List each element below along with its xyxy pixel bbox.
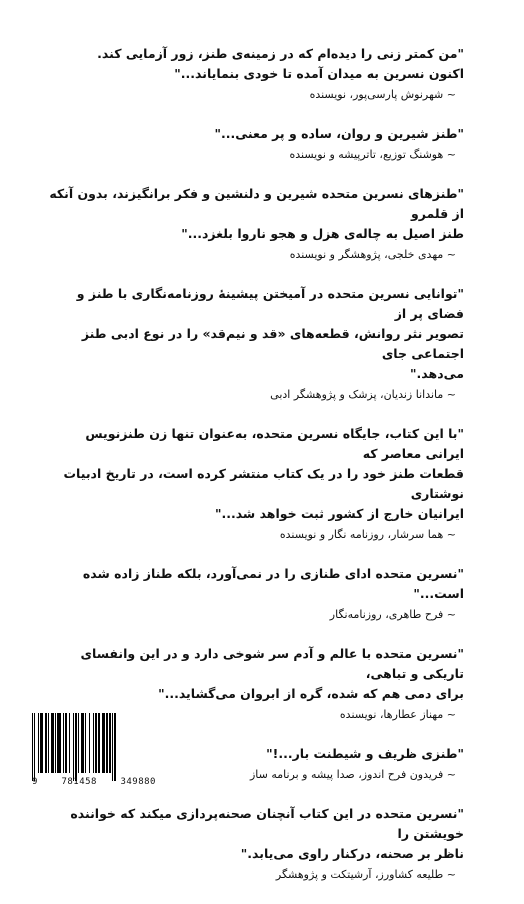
quote-block	[44, 184, 464, 263]
quote-block	[44, 564, 464, 623]
quote-text: "نسرین متحده در این کتاب آنچنان صحنه‌پردازی میکند که خواننده خویشتن را ناظر بر صحنه، درکنار راوی می‌یابد."	[70, 806, 464, 861]
quote-author: ~ فرح طاهری، روزنامه‌نگار	[329, 608, 456, 621]
quote-block	[44, 284, 464, 403]
quote-block	[44, 644, 464, 723]
barcode-digits	[32, 777, 156, 787]
quote-author: ~ مهدی خلجی، پژوهشگر و نویسنده	[289, 248, 456, 261]
quote-block	[44, 44, 464, 103]
quote-author: ~ شهرنوش پارسی‌پور، نویسنده	[309, 88, 456, 101]
barcode-bars	[32, 713, 156, 781]
quote-block	[44, 804, 464, 883]
barcode-digit-group: 349880	[120, 777, 156, 787]
quote-author: ~ ماندانا زندیان، پزشک و پژوهشگر ادبی	[270, 388, 456, 401]
barcode-digit-group: 9	[32, 777, 38, 787]
quote-text: "نسرین متحده ادای طنازی را در نمی‌آورد، بلکه طناز زاده شده است..."	[82, 566, 464, 601]
quote-author: ~ هوشنگ توزیع، تاترپیشه و نویسنده	[289, 148, 456, 161]
isbn-barcode	[32, 713, 156, 797]
quote-block	[44, 124, 464, 163]
quote-author: ~ مهناز عطارها، نویسنده	[339, 708, 456, 721]
quote-author: ~ فریدون فرح اندوز، صدا پیشه و برنامه ساز	[249, 768, 456, 781]
quote-author: ~ طلیعه کشاورز، آرشیتکت و پژوهشگر	[275, 868, 456, 881]
quote-block	[44, 424, 464, 543]
quote-text: "طنزهای نسرین متحده شیرین و دلنشین و فکر برانگیزند، بدون آنکه از قلمرو طنز اصیل به چاله‌ی هزل و هجو ناروا بلغزد..."	[49, 186, 464, 241]
quote-text: "طنزی ظریف و شیطنت بار...!"	[266, 746, 464, 761]
quote-text: "نسرین متحده با عالم و آدم سر شوخی دارد و در این وانفسای تاریکی و تباهی، برای دمی هم که شده، گره از ابروان می‌گشاید..."	[80, 646, 464, 701]
barcode-bar	[116, 713, 117, 773]
quote-text: "من کمتر زنی را دیده‌ام که در زمینه‌ی طنز، زور آزمایی کند. اکنون نسرین به میدان آمده تا خودی بنمایاند..."	[97, 46, 464, 81]
quote-text: "با این کتاب، جایگاه نسرین متحده، به‌عنوان تنها زن طنزنویس ایرانی معاصر که قطعات طنز خود را در یک کتاب منتشر کرده است، در تاریخ ادبیات نوشتاری ایرانیان خارج از کشور ثبت خواهد شد..."	[63, 426, 464, 521]
barcode-digit-group: 781458	[61, 777, 97, 787]
quote-text: "توانایی نسرین متحده در آمیختن پیشینهٔ روزنامه‌نگاری با طنز و فضای پر از تصویر نثر روانش، قطعه‌های «قد و نیم‌قد» را در نوع ادبی طنز اجتماعی جای می‌دهد."	[76, 286, 464, 381]
quote-author: ~ هما سرشار، روزنامه نگار و نویسنده	[279, 528, 456, 541]
quote-text: "طنز شیرین و روان، ساده و پر معنی..."	[214, 126, 464, 141]
